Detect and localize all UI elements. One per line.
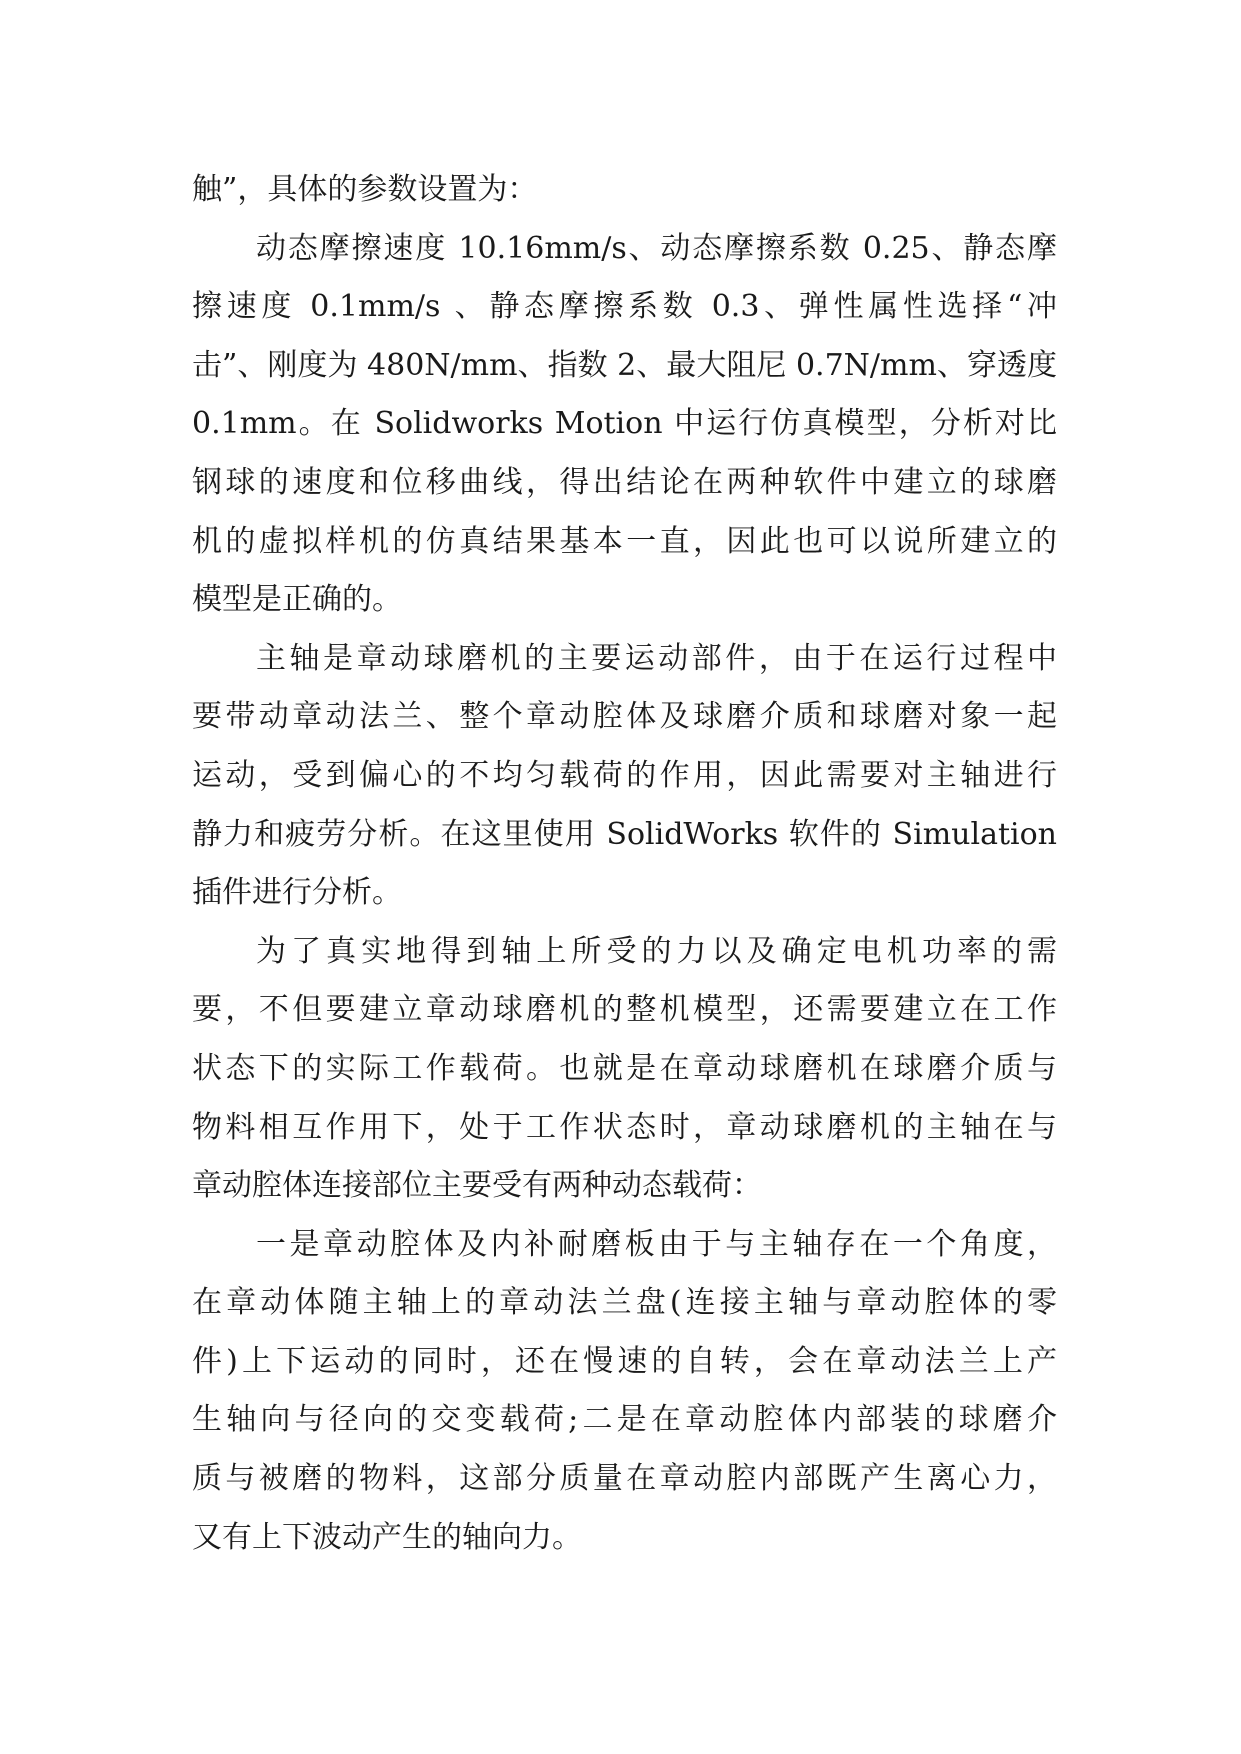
text-line: 击”、刚度为 480N/mm、指数 2、最大阻尼 0.7N/mm、穿透度 <box>192 347 1057 383</box>
paragraph-2 <box>192 220 1057 630</box>
text-line: 擦速度 0.1mm/s 、静态摩擦系数 0.3、弹性属性选择“冲 <box>192 289 1057 325</box>
text-line: 一是章动腔体及内补耐磨板由于与主轴存在一个角度， <box>256 1226 1057 1262</box>
text-line: 机的虚拟样机的仿真结果基本一直，因此也可以说所建立的 <box>192 523 1057 559</box>
text-line: 件)上下运动的同时，还在慢速的自转，会在章动法兰上产 <box>192 1343 1057 1379</box>
text-line: 0.1mm。在 Solidworks Motion 中运行仿真模型，分析对比 <box>192 406 1057 442</box>
paragraph-1 <box>192 161 1057 220</box>
text-line: 在章动体随主轴上的章动法兰盘(连接主轴与章动腔体的零 <box>192 1285 1057 1321</box>
text-line: 状态下的实际工作载荷。也就是在章动球磨机在球磨介质与 <box>192 1050 1057 1086</box>
text-line: 动态摩擦速度 10.16mm/s、动态摩擦系数 0.25、静态摩 <box>256 230 1057 266</box>
text-line: 触”，具体的参数设置为： <box>192 172 538 207</box>
text-line: 静力和疲劳分析。在这里使用 SolidWorks 软件的 Simulation <box>192 816 1057 852</box>
text-line: 物料相互作用下，处于工作状态时，章动球磨机的主轴在与 <box>192 1109 1057 1145</box>
text-line: 要，不但要建立章动球磨机的整机模型，还需要建立在工作 <box>192 992 1057 1028</box>
text-line: 生轴向与径向的交变载荷;二是在章动腔体内部装的球磨介 <box>192 1402 1057 1438</box>
body-text <box>192 161 1057 1567</box>
text-line: 章动腔体连接部位主要受有两种动态载荷： <box>192 1168 762 1204</box>
paragraph-3 <box>192 630 1057 923</box>
paragraph-5 <box>192 1216 1057 1568</box>
text-line: 钢球的速度和位移曲线，得出结论在两种软件中建立的球磨 <box>192 464 1057 500</box>
text-line: 质与被磨的物料，这部分质量在章动腔内部既产生离心力， <box>192 1461 1057 1497</box>
text-line: 主轴是章动球磨机的主要运动部件，由于在运行过程中 <box>256 640 1057 676</box>
text-line: 要带动章动法兰、整个章动腔体及球磨介质和球磨对象一起 <box>192 699 1057 735</box>
paragraph-4 <box>192 923 1057 1216</box>
text-line: 为了真实地得到轴上所受的力以及确定电机功率的需 <box>256 933 1057 969</box>
text-line: 运动，受到偏心的不均匀载荷的作用，因此需要对主轴进行 <box>192 757 1057 793</box>
text-line: 又有上下波动产生的轴向力。 <box>192 1519 582 1555</box>
text-line: 插件进行分析。 <box>192 875 402 911</box>
text-line: 模型是正确的。 <box>192 582 402 618</box>
